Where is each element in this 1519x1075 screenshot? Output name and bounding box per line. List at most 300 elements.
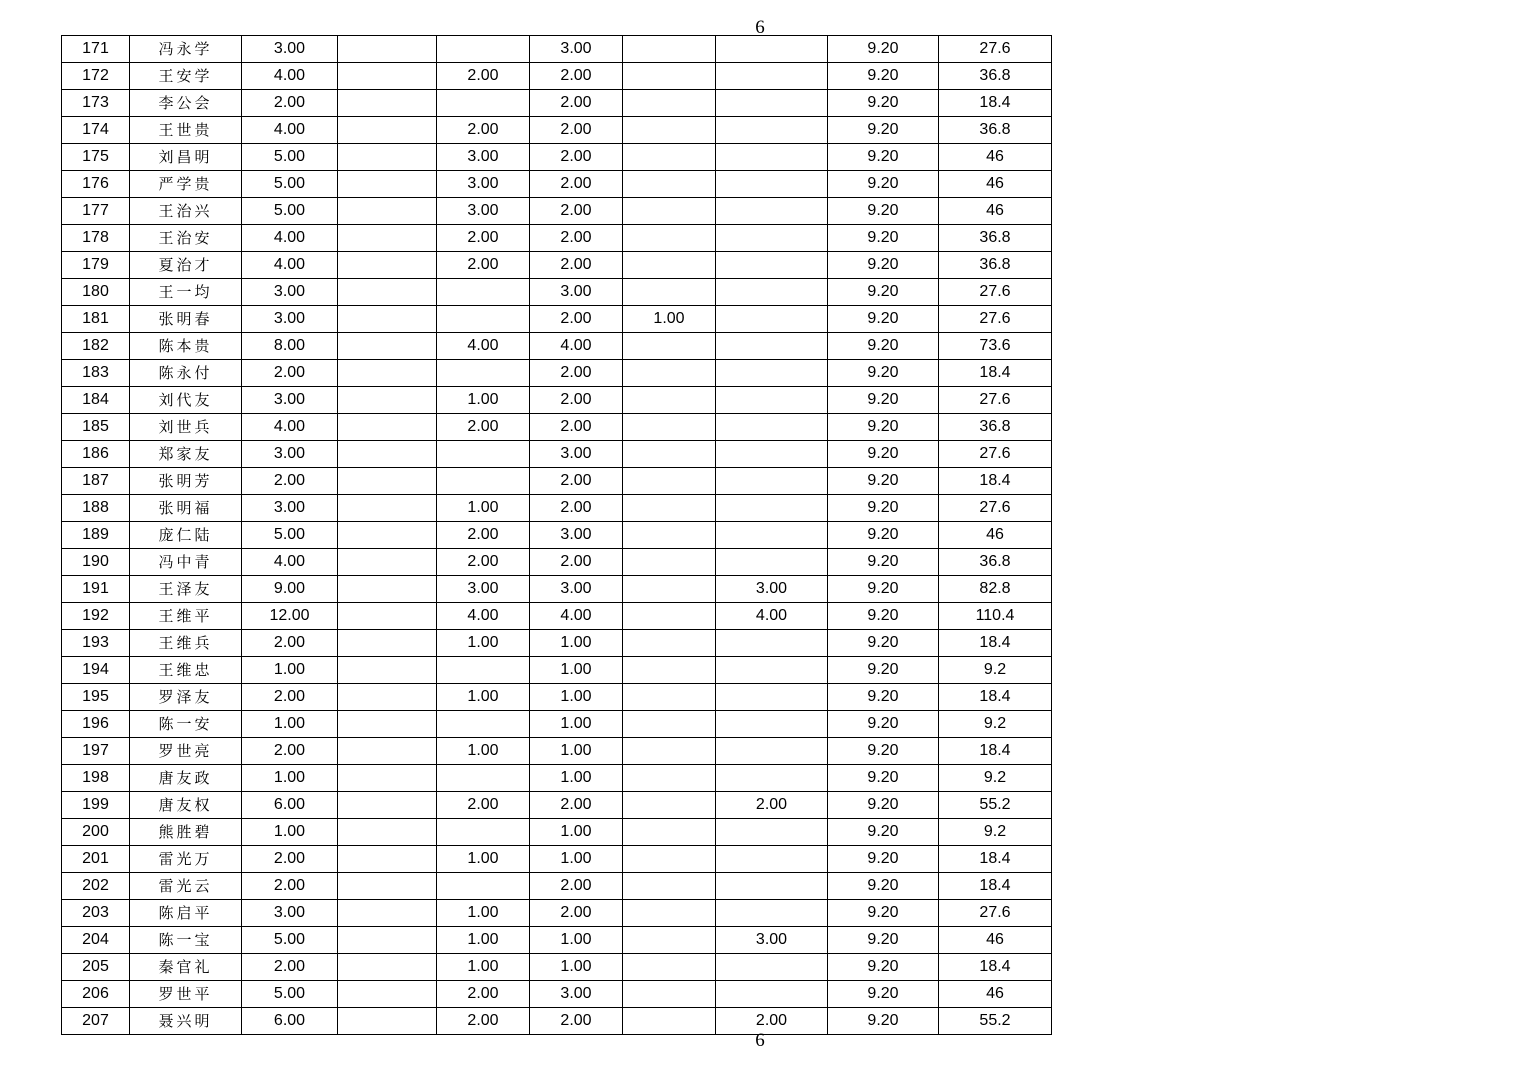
person-name-cell: 张明春 <box>130 306 242 333</box>
row-number-cell: 180 <box>62 279 130 306</box>
column-5-cell <box>437 765 530 792</box>
column-7-cell <box>623 765 716 792</box>
column-7-cell <box>623 630 716 657</box>
amount-cell: 27.6 <box>939 495 1052 522</box>
row-number-cell: 196 <box>62 711 130 738</box>
total-quantity-cell: 3.00 <box>242 900 338 927</box>
column-7-cell <box>623 603 716 630</box>
column-7-cell <box>623 981 716 1008</box>
unit-price-cell: 9.20 <box>828 360 939 387</box>
amount-cell: 18.4 <box>939 90 1052 117</box>
ledger-body <box>62 36 1052 1035</box>
column-6-cell: 3.00 <box>530 576 623 603</box>
column-5-cell <box>437 657 530 684</box>
unit-price-cell: 9.20 <box>828 549 939 576</box>
table-row <box>62 495 1052 522</box>
unit-price-cell: 9.20 <box>828 225 939 252</box>
column-8-cell <box>716 765 828 792</box>
amount-cell: 18.4 <box>939 684 1052 711</box>
column-5-cell: 2.00 <box>437 225 530 252</box>
column-7-cell <box>623 441 716 468</box>
column-8-cell: 3.00 <box>716 576 828 603</box>
column-5-cell <box>437 36 530 63</box>
person-name-cell: 陈永付 <box>130 360 242 387</box>
table-row <box>62 198 1052 225</box>
column-8-cell <box>716 225 828 252</box>
person-name-cell: 陈一宝 <box>130 927 242 954</box>
unit-price-cell: 9.20 <box>828 441 939 468</box>
total-quantity-cell: 3.00 <box>242 441 338 468</box>
table-row <box>62 441 1052 468</box>
column-5-cell <box>437 306 530 333</box>
column-8-cell <box>716 387 828 414</box>
column-8-cell <box>716 846 828 873</box>
total-quantity-cell: 4.00 <box>242 117 338 144</box>
unit-price-cell: 9.20 <box>828 819 939 846</box>
column-8-cell <box>716 873 828 900</box>
column-8-cell <box>716 711 828 738</box>
column-4-cell <box>338 684 437 711</box>
person-name-cell: 夏治才 <box>130 252 242 279</box>
unit-price-cell: 9.20 <box>828 414 939 441</box>
unit-price-cell: 9.20 <box>828 792 939 819</box>
column-7-cell <box>623 954 716 981</box>
table-row <box>62 549 1052 576</box>
column-5-cell: 4.00 <box>437 603 530 630</box>
column-8-cell <box>716 981 828 1008</box>
person-name-cell: 王治兴 <box>130 198 242 225</box>
column-4-cell <box>338 792 437 819</box>
person-name-cell: 罗世平 <box>130 981 242 1008</box>
person-name-cell: 刘昌明 <box>130 144 242 171</box>
table-row <box>62 360 1052 387</box>
column-5-cell: 3.00 <box>437 171 530 198</box>
column-4-cell <box>338 441 437 468</box>
column-6-cell: 2.00 <box>530 144 623 171</box>
column-6-cell: 2.00 <box>530 306 623 333</box>
column-6-cell: 1.00 <box>530 684 623 711</box>
total-quantity-cell: 1.00 <box>242 711 338 738</box>
total-quantity-cell: 4.00 <box>242 225 338 252</box>
column-6-cell: 2.00 <box>530 1008 623 1035</box>
total-quantity-cell: 1.00 <box>242 765 338 792</box>
person-name-cell: 冯中青 <box>130 549 242 576</box>
row-number-cell: 207 <box>62 1008 130 1035</box>
column-4-cell <box>338 738 437 765</box>
row-number-cell: 202 <box>62 873 130 900</box>
row-number-cell: 194 <box>62 657 130 684</box>
person-name-cell: 王维兵 <box>130 630 242 657</box>
row-number-cell: 205 <box>62 954 130 981</box>
column-7-cell <box>623 495 716 522</box>
column-7-cell <box>623 171 716 198</box>
person-name-cell: 王维平 <box>130 603 242 630</box>
column-6-cell: 2.00 <box>530 387 623 414</box>
column-7-cell <box>623 927 716 954</box>
row-number-cell: 184 <box>62 387 130 414</box>
column-5-cell: 1.00 <box>437 954 530 981</box>
person-name-cell: 雷光云 <box>130 873 242 900</box>
column-5-cell: 3.00 <box>437 198 530 225</box>
amount-cell: 110.4 <box>939 603 1052 630</box>
column-5-cell <box>437 360 530 387</box>
unit-price-cell: 9.20 <box>828 306 939 333</box>
row-number-cell: 174 <box>62 117 130 144</box>
row-number-cell: 176 <box>62 171 130 198</box>
total-quantity-cell: 3.00 <box>242 36 338 63</box>
column-4-cell <box>338 333 437 360</box>
column-6-cell: 2.00 <box>530 360 623 387</box>
column-7-cell: 1.00 <box>623 306 716 333</box>
amount-cell: 9.2 <box>939 657 1052 684</box>
unit-price-cell: 9.20 <box>828 63 939 90</box>
total-quantity-cell: 1.00 <box>242 657 338 684</box>
column-6-cell: 3.00 <box>530 522 623 549</box>
column-4-cell <box>338 252 437 279</box>
total-quantity-cell: 3.00 <box>242 279 338 306</box>
table-row <box>62 981 1052 1008</box>
column-6-cell: 2.00 <box>530 414 623 441</box>
unit-price-cell: 9.20 <box>828 900 939 927</box>
column-7-cell <box>623 36 716 63</box>
row-number-cell: 188 <box>62 495 130 522</box>
row-number-cell: 201 <box>62 846 130 873</box>
amount-cell: 18.4 <box>939 738 1052 765</box>
column-4-cell <box>338 171 437 198</box>
column-4-cell <box>338 765 437 792</box>
total-quantity-cell: 2.00 <box>242 873 338 900</box>
column-6-cell: 1.00 <box>530 657 623 684</box>
column-7-cell <box>623 738 716 765</box>
column-6-cell: 1.00 <box>530 630 623 657</box>
row-number-cell: 175 <box>62 144 130 171</box>
column-7-cell <box>623 792 716 819</box>
column-7-cell <box>623 279 716 306</box>
total-quantity-cell: 5.00 <box>242 981 338 1008</box>
table-row <box>62 279 1052 306</box>
unit-price-cell: 9.20 <box>828 279 939 306</box>
table-row <box>62 819 1052 846</box>
amount-cell: 27.6 <box>939 387 1052 414</box>
total-quantity-cell: 4.00 <box>242 414 338 441</box>
unit-price-cell: 9.20 <box>828 684 939 711</box>
total-quantity-cell: 2.00 <box>242 846 338 873</box>
table-row <box>62 117 1052 144</box>
column-4-cell <box>338 522 437 549</box>
column-6-cell: 1.00 <box>530 927 623 954</box>
column-4-cell <box>338 711 437 738</box>
unit-price-cell: 9.20 <box>828 927 939 954</box>
column-6-cell: 2.00 <box>530 252 623 279</box>
column-4-cell <box>338 630 437 657</box>
column-6-cell: 1.00 <box>530 819 623 846</box>
row-number-cell: 203 <box>62 900 130 927</box>
column-6-cell: 2.00 <box>530 792 623 819</box>
column-6-cell: 2.00 <box>530 495 623 522</box>
column-6-cell: 3.00 <box>530 279 623 306</box>
table-row <box>62 576 1052 603</box>
row-number-cell: 192 <box>62 603 130 630</box>
table-row <box>62 792 1052 819</box>
column-5-cell: 2.00 <box>437 252 530 279</box>
column-4-cell <box>338 225 437 252</box>
column-6-cell: 2.00 <box>530 900 623 927</box>
row-number-cell: 187 <box>62 468 130 495</box>
column-8-cell: 2.00 <box>716 1008 828 1035</box>
row-number-cell: 185 <box>62 414 130 441</box>
column-7-cell <box>623 711 716 738</box>
amount-cell: 27.6 <box>939 306 1052 333</box>
total-quantity-cell: 2.00 <box>242 90 338 117</box>
column-8-cell <box>716 441 828 468</box>
column-5-cell: 2.00 <box>437 63 530 90</box>
amount-cell: 18.4 <box>939 873 1052 900</box>
amount-cell: 46 <box>939 198 1052 225</box>
table-row <box>62 927 1052 954</box>
amount-cell: 18.4 <box>939 846 1052 873</box>
column-8-cell <box>716 279 828 306</box>
column-7-cell <box>623 144 716 171</box>
column-6-cell: 1.00 <box>530 954 623 981</box>
column-6-cell: 2.00 <box>530 468 623 495</box>
column-6-cell: 3.00 <box>530 981 623 1008</box>
amount-cell: 36.8 <box>939 225 1052 252</box>
column-8-cell <box>716 36 828 63</box>
row-number-cell: 183 <box>62 360 130 387</box>
column-8-cell <box>716 360 828 387</box>
table-row <box>62 414 1052 441</box>
amount-cell: 82.8 <box>939 576 1052 603</box>
person-name-cell: 庞仁陆 <box>130 522 242 549</box>
table-row <box>62 711 1052 738</box>
column-4-cell <box>338 549 437 576</box>
table-row <box>62 900 1052 927</box>
column-4-cell <box>338 603 437 630</box>
column-4-cell <box>338 495 437 522</box>
table-row <box>62 657 1052 684</box>
person-name-cell: 雷光万 <box>130 846 242 873</box>
column-7-cell <box>623 198 716 225</box>
total-quantity-cell: 5.00 <box>242 144 338 171</box>
table-row <box>62 333 1052 360</box>
column-6-cell: 2.00 <box>530 549 623 576</box>
person-name-cell: 郑家友 <box>130 441 242 468</box>
amount-cell: 36.8 <box>939 252 1052 279</box>
column-6-cell: 2.00 <box>530 225 623 252</box>
column-5-cell: 3.00 <box>437 144 530 171</box>
column-7-cell <box>623 900 716 927</box>
amount-cell: 18.4 <box>939 954 1052 981</box>
column-4-cell <box>338 144 437 171</box>
column-8-cell: 4.00 <box>716 603 828 630</box>
unit-price-cell: 9.20 <box>828 252 939 279</box>
amount-cell: 46 <box>939 171 1052 198</box>
column-8-cell <box>716 900 828 927</box>
column-7-cell <box>623 1008 716 1035</box>
column-4-cell <box>338 306 437 333</box>
column-6-cell: 3.00 <box>530 441 623 468</box>
column-5-cell: 2.00 <box>437 981 530 1008</box>
column-8-cell <box>716 549 828 576</box>
unit-price-cell: 9.20 <box>828 387 939 414</box>
total-quantity-cell: 6.00 <box>242 792 338 819</box>
table-row <box>62 144 1052 171</box>
amount-cell: 46 <box>939 981 1052 1008</box>
unit-price-cell: 9.20 <box>828 198 939 225</box>
column-6-cell: 2.00 <box>530 171 623 198</box>
column-7-cell <box>623 657 716 684</box>
person-name-cell: 刘世兵 <box>130 414 242 441</box>
column-8-cell <box>716 468 828 495</box>
column-5-cell <box>437 873 530 900</box>
row-number-cell: 177 <box>62 198 130 225</box>
unit-price-cell: 9.20 <box>828 738 939 765</box>
column-6-cell: 1.00 <box>530 738 623 765</box>
column-7-cell <box>623 468 716 495</box>
unit-price-cell: 9.20 <box>828 36 939 63</box>
row-number-cell: 171 <box>62 36 130 63</box>
column-6-cell: 2.00 <box>530 873 623 900</box>
total-quantity-cell: 5.00 <box>242 198 338 225</box>
table-row <box>62 252 1052 279</box>
table-row <box>62 1008 1052 1035</box>
total-quantity-cell: 12.00 <box>242 603 338 630</box>
table-row <box>62 765 1052 792</box>
unit-price-cell: 9.20 <box>828 954 939 981</box>
column-4-cell <box>338 819 437 846</box>
column-8-cell: 3.00 <box>716 927 828 954</box>
column-5-cell: 2.00 <box>437 117 530 144</box>
person-name-cell: 冯永学 <box>130 36 242 63</box>
column-8-cell <box>716 117 828 144</box>
person-name-cell: 罗泽友 <box>130 684 242 711</box>
column-8-cell <box>716 414 828 441</box>
column-6-cell: 4.00 <box>530 333 623 360</box>
total-quantity-cell: 4.00 <box>242 63 338 90</box>
person-name-cell: 聂兴明 <box>130 1008 242 1035</box>
column-7-cell <box>623 225 716 252</box>
unit-price-cell: 9.20 <box>828 846 939 873</box>
unit-price-cell: 9.20 <box>828 765 939 792</box>
row-number-cell: 182 <box>62 333 130 360</box>
unit-price-cell: 9.20 <box>828 90 939 117</box>
column-7-cell <box>623 522 716 549</box>
person-name-cell: 陈启平 <box>130 900 242 927</box>
person-name-cell: 李公会 <box>130 90 242 117</box>
total-quantity-cell: 2.00 <box>242 954 338 981</box>
column-6-cell: 1.00 <box>530 765 623 792</box>
table-row <box>62 306 1052 333</box>
row-number-cell: 190 <box>62 549 130 576</box>
column-7-cell <box>623 90 716 117</box>
column-7-cell <box>623 387 716 414</box>
person-name-cell: 唐友权 <box>130 792 242 819</box>
column-8-cell <box>716 819 828 846</box>
total-quantity-cell: 6.00 <box>242 1008 338 1035</box>
column-4-cell <box>338 117 437 144</box>
unit-price-cell: 9.20 <box>828 603 939 630</box>
person-name-cell: 严学贵 <box>130 171 242 198</box>
column-4-cell <box>338 279 437 306</box>
amount-cell: 55.2 <box>939 792 1052 819</box>
column-5-cell: 1.00 <box>437 387 530 414</box>
column-4-cell <box>338 198 437 225</box>
unit-price-cell: 9.20 <box>828 495 939 522</box>
total-quantity-cell: 3.00 <box>242 306 338 333</box>
amount-cell: 18.4 <box>939 468 1052 495</box>
column-7-cell <box>623 252 716 279</box>
column-8-cell <box>716 657 828 684</box>
row-number-cell: 173 <box>62 90 130 117</box>
column-8-cell <box>716 252 828 279</box>
column-4-cell <box>338 414 437 441</box>
table-row <box>62 387 1052 414</box>
amount-cell: 9.2 <box>939 819 1052 846</box>
amount-cell: 9.2 <box>939 765 1052 792</box>
total-quantity-cell: 2.00 <box>242 360 338 387</box>
column-7-cell <box>623 684 716 711</box>
unit-price-cell: 9.20 <box>828 522 939 549</box>
total-quantity-cell: 9.00 <box>242 576 338 603</box>
column-6-cell: 3.00 <box>530 36 623 63</box>
column-8-cell <box>716 333 828 360</box>
amount-cell: 36.8 <box>939 414 1052 441</box>
column-5-cell: 2.00 <box>437 792 530 819</box>
column-4-cell <box>338 981 437 1008</box>
amount-cell: 36.8 <box>939 63 1052 90</box>
column-8-cell <box>716 495 828 522</box>
person-name-cell: 刘代友 <box>130 387 242 414</box>
row-number-cell: 199 <box>62 792 130 819</box>
total-quantity-cell: 4.00 <box>242 549 338 576</box>
unit-price-cell: 9.20 <box>828 144 939 171</box>
column-4-cell <box>338 873 437 900</box>
amount-cell: 27.6 <box>939 900 1052 927</box>
column-7-cell <box>623 873 716 900</box>
column-7-cell <box>623 846 716 873</box>
column-4-cell <box>338 846 437 873</box>
person-name-cell: 王一均 <box>130 279 242 306</box>
column-7-cell <box>623 576 716 603</box>
column-5-cell <box>437 468 530 495</box>
unit-price-cell: 9.20 <box>828 117 939 144</box>
column-4-cell <box>338 576 437 603</box>
total-quantity-cell: 1.00 <box>242 819 338 846</box>
row-number-cell: 195 <box>62 684 130 711</box>
row-number-cell: 186 <box>62 441 130 468</box>
column-5-cell <box>437 711 530 738</box>
person-name-cell: 张明福 <box>130 495 242 522</box>
row-number-cell: 189 <box>62 522 130 549</box>
column-5-cell: 1.00 <box>437 684 530 711</box>
column-5-cell: 2.00 <box>437 549 530 576</box>
table-row <box>62 603 1052 630</box>
column-8-cell: 2.00 <box>716 792 828 819</box>
column-4-cell <box>338 657 437 684</box>
total-quantity-cell: 5.00 <box>242 522 338 549</box>
table-row <box>62 468 1052 495</box>
table-row <box>62 171 1052 198</box>
amount-cell: 9.2 <box>939 711 1052 738</box>
column-7-cell <box>623 819 716 846</box>
column-5-cell: 2.00 <box>437 522 530 549</box>
column-6-cell: 4.00 <box>530 603 623 630</box>
column-5-cell: 2.00 <box>437 1008 530 1035</box>
table-row <box>62 873 1052 900</box>
column-6-cell: 2.00 <box>530 198 623 225</box>
person-name-cell: 王维忠 <box>130 657 242 684</box>
column-7-cell <box>623 117 716 144</box>
